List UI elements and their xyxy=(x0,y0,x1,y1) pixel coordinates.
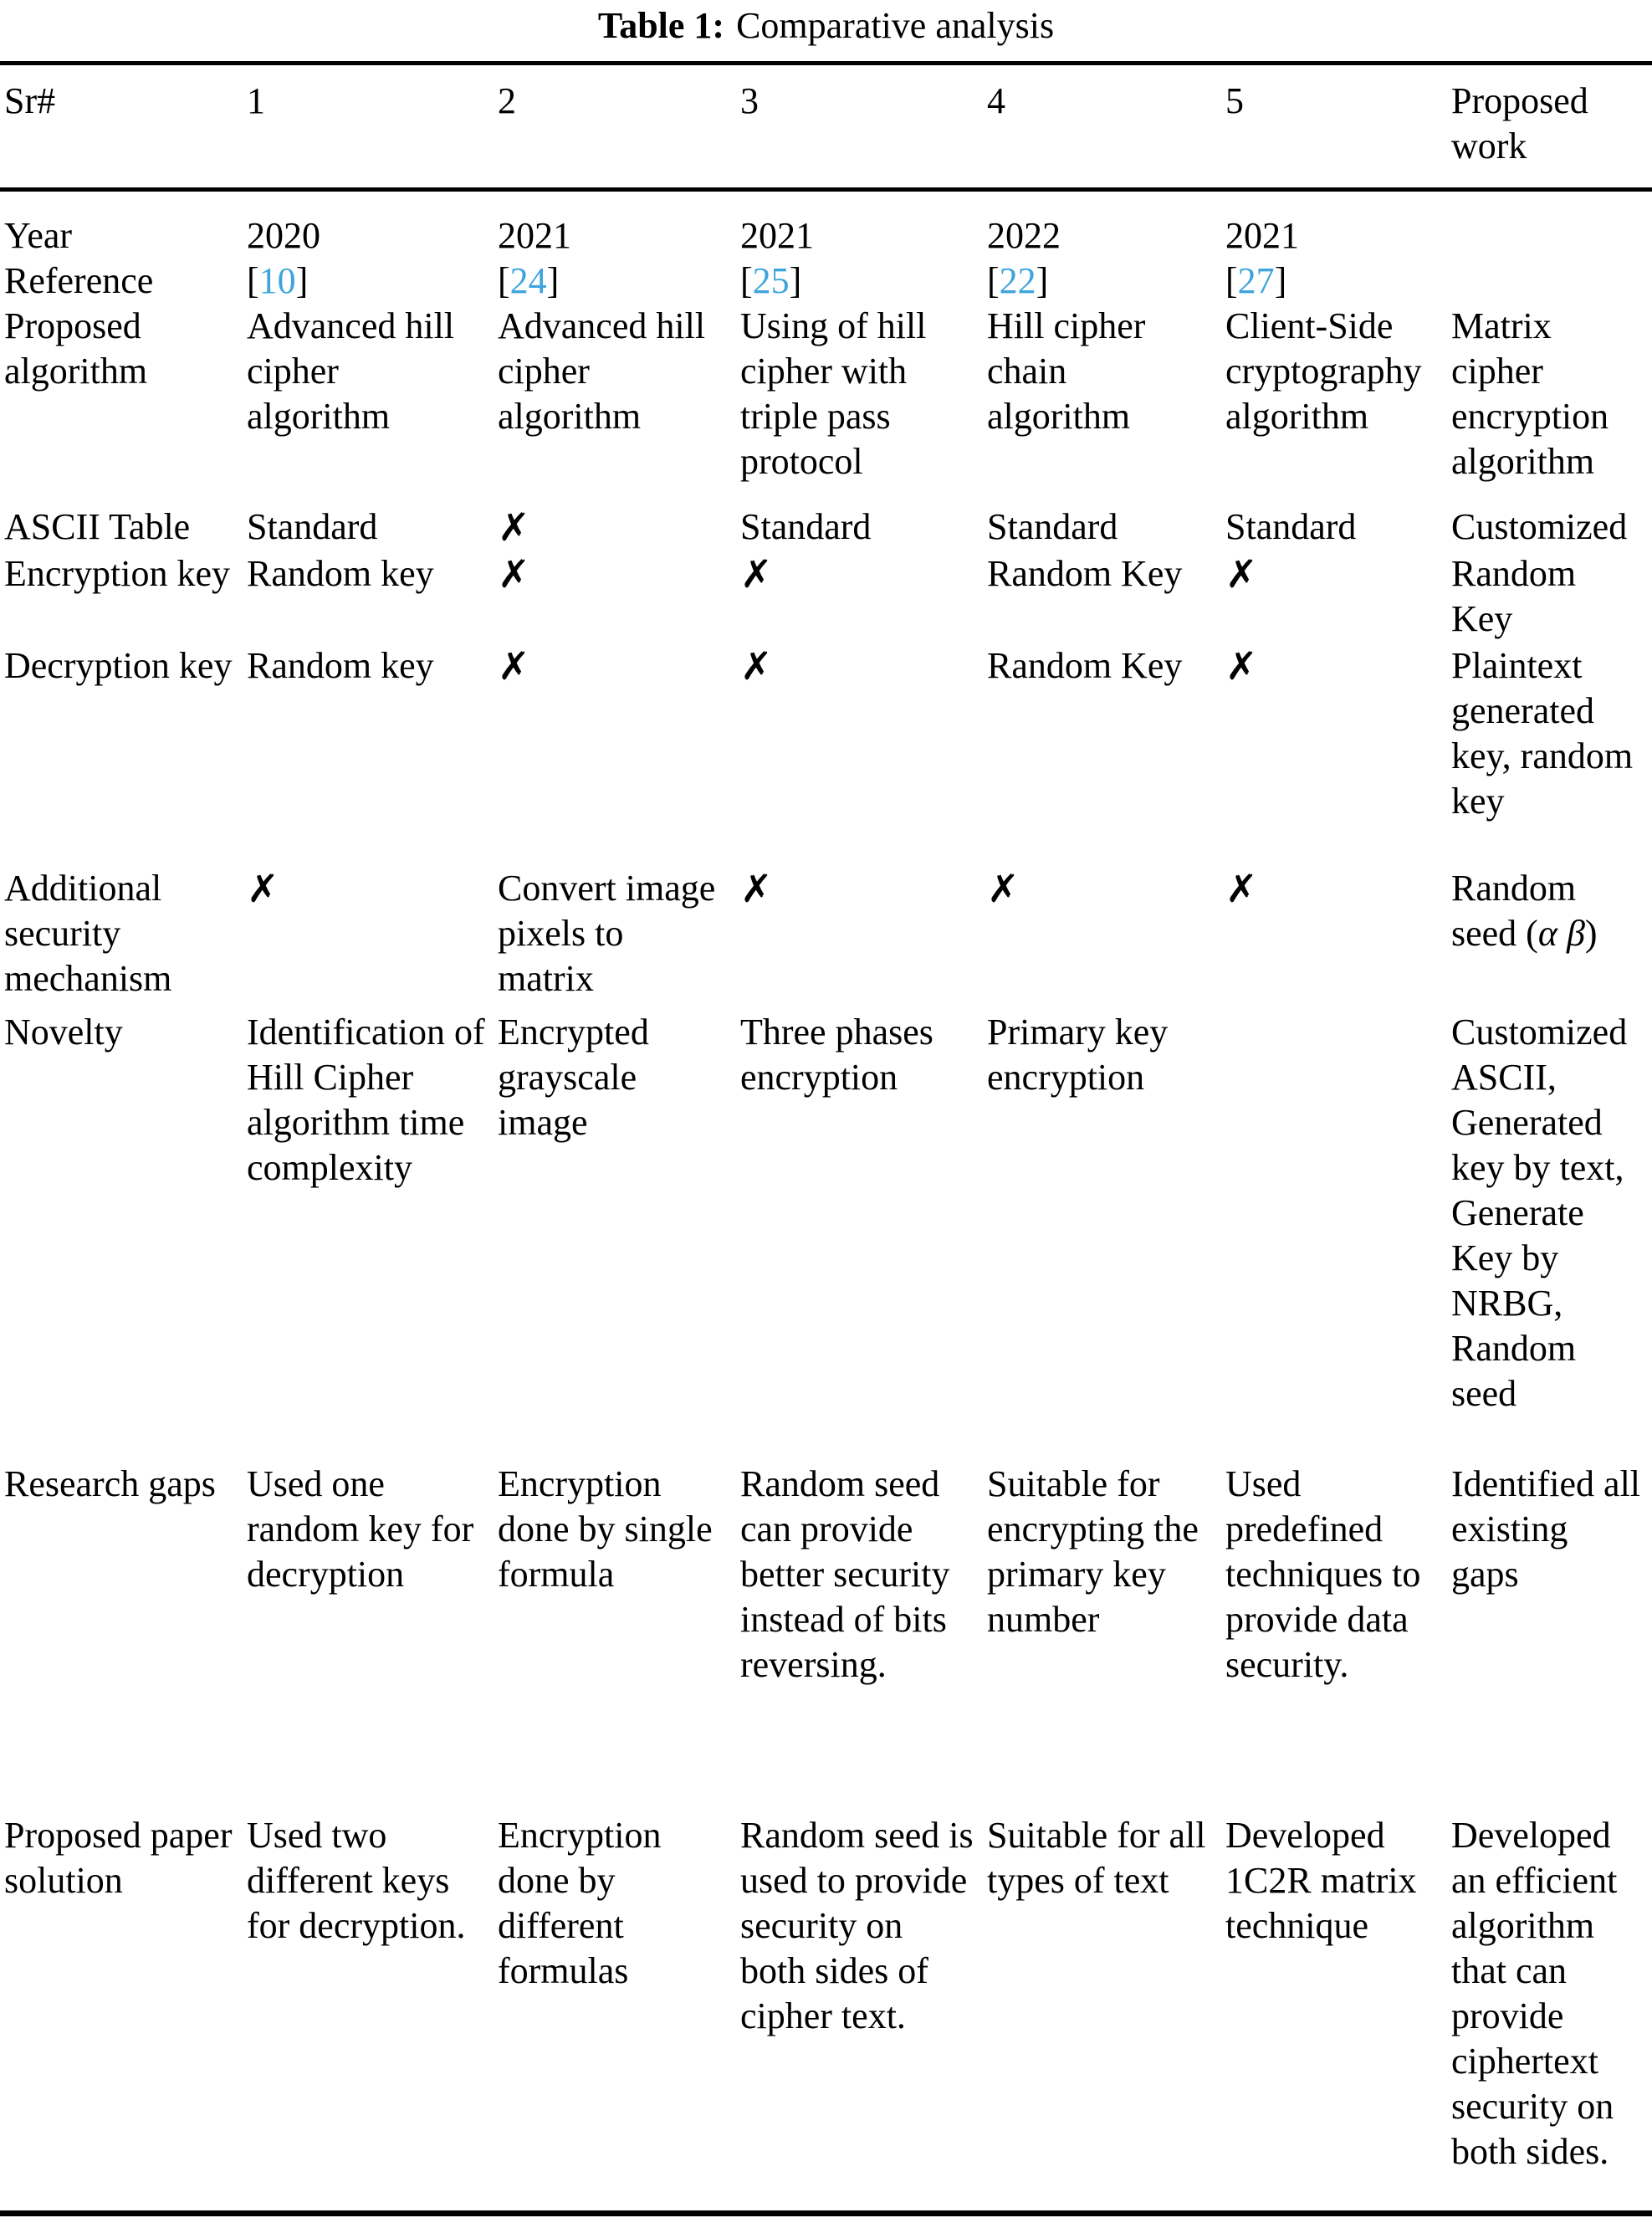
column-header: Proposed work xyxy=(1451,64,1652,190)
table-cell: 2022 xyxy=(987,215,1061,256)
table-body xyxy=(0,190,1652,2214)
table-cell xyxy=(1225,866,1451,1010)
table-cell: Encryption done by different formulas xyxy=(498,1815,662,1991)
table-cell: 2021 xyxy=(1225,215,1299,256)
table-cell: Suitable for all types of text xyxy=(987,1815,1206,1901)
x-mark-icon: ✗ xyxy=(740,643,773,689)
table-row xyxy=(0,643,1652,866)
table-cell: Advanced hill cipher algorithm xyxy=(247,305,455,437)
table-cell: [25] xyxy=(740,260,802,301)
table-cell xyxy=(740,866,987,1010)
x-mark-icon: ✗ xyxy=(740,866,773,911)
row-label: Year xyxy=(4,215,73,256)
table-cell: 2021 xyxy=(740,215,814,256)
table-cell: Random Key xyxy=(1451,553,1577,639)
table-cell: 2020 xyxy=(247,215,320,256)
column-header: Sr# xyxy=(0,64,247,190)
table-cell xyxy=(498,505,740,551)
x-mark-icon: ✗ xyxy=(740,551,773,597)
column-header: 4 xyxy=(987,64,1225,190)
table-row xyxy=(0,259,1652,304)
row-label: Decryption key xyxy=(4,645,233,686)
x-mark-icon: ✗ xyxy=(247,866,279,911)
table-caption-text: Comparative analysis xyxy=(736,5,1055,46)
table-cell xyxy=(987,866,1225,1010)
x-mark-icon: ✗ xyxy=(1225,866,1258,911)
row-label: Additional security mechanism xyxy=(4,868,172,999)
table-row xyxy=(0,505,1652,551)
reference-link[interactable]: 24 xyxy=(509,260,547,301)
table-row xyxy=(0,551,1652,643)
x-mark-icon: ✗ xyxy=(498,505,530,550)
table-cell: Identification of Hill Cipher algorithm time complexity xyxy=(247,1012,485,1188)
greek-symbol: α xyxy=(1537,913,1557,954)
table-cell xyxy=(740,643,987,866)
table-caption-label: Table 1: xyxy=(597,5,725,46)
table-header xyxy=(0,64,1652,190)
row-label: Research gaps xyxy=(4,1463,216,1504)
table-cell xyxy=(247,866,498,1010)
table-cell xyxy=(1451,259,1652,304)
table-cell: Customized ASCII, Generated key by text, Generate Key by NRBG, Random seed xyxy=(1451,1012,1628,1414)
reference-link[interactable]: 27 xyxy=(1237,260,1275,301)
x-mark-icon: ✗ xyxy=(1225,643,1258,689)
table-cell: Standard xyxy=(987,506,1118,547)
table-caption xyxy=(0,3,1652,49)
table-row xyxy=(0,1462,1652,1813)
table-cell xyxy=(1451,190,1652,259)
table-cell: Encryption done by single formula xyxy=(498,1463,713,1595)
table-cell: Standard xyxy=(247,506,378,547)
row-label: Reference xyxy=(4,260,154,301)
table-cell: Random seed (α β) xyxy=(1451,868,1598,954)
table-cell: Random Key xyxy=(987,553,1183,594)
table-cell: Customized xyxy=(1451,506,1628,547)
table-cell: Developed an efficient algorithm that can provide ciphertext security on both sides. xyxy=(1451,1815,1618,2172)
table-cell: Client-Side cryptography algorithm xyxy=(1225,305,1422,437)
table-cell: 2021 xyxy=(498,215,571,256)
column-header: 5 xyxy=(1225,64,1451,190)
header-row xyxy=(0,64,1652,190)
table-cell: Identified all existing gaps xyxy=(1451,1463,1641,1595)
row-label: Encryption key xyxy=(4,553,231,594)
column-header: 1 xyxy=(247,64,498,190)
table-cell: Suitable for encrypting the primary key number xyxy=(987,1463,1199,1640)
column-header: 3 xyxy=(740,64,987,190)
table-cell: Used predefined techniques to provide data security. xyxy=(1225,1463,1421,1685)
table-cell xyxy=(498,643,740,866)
table-row xyxy=(0,304,1652,505)
row-label: Novelty xyxy=(4,1012,123,1053)
table-cell: Developed 1C2R matrix technique xyxy=(1225,1815,1417,1946)
table-cell xyxy=(498,551,740,643)
x-mark-icon: ✗ xyxy=(1225,551,1258,597)
table-cell: Standard xyxy=(740,506,872,547)
table-cell: [24] xyxy=(498,260,560,301)
table-cell xyxy=(1225,1010,1451,1462)
table-cell: [10] xyxy=(247,260,309,301)
table-cell xyxy=(1225,643,1451,866)
table-cell: [22] xyxy=(987,260,1049,301)
table-cell xyxy=(740,551,987,643)
table-cell xyxy=(1225,551,1451,643)
x-mark-icon: ✗ xyxy=(498,551,530,597)
row-label: Proposed paper solution xyxy=(4,1815,233,1901)
row-label: Proposed algorithm xyxy=(4,305,148,392)
table-row xyxy=(0,190,1652,259)
table-cell: Random Key xyxy=(987,645,1183,686)
reference-link[interactable]: 10 xyxy=(258,260,296,301)
table-cell: Three phases encryption xyxy=(740,1012,933,1098)
table-cell: Used one random key for decryption xyxy=(247,1463,474,1595)
table-row xyxy=(0,866,1652,1010)
table-cell: Matrix cipher encryption algorithm xyxy=(1451,305,1609,482)
table-cell: Hill cipher chain algorithm xyxy=(987,305,1146,437)
column-header: 2 xyxy=(498,64,740,190)
reference-link[interactable]: 25 xyxy=(752,260,790,301)
table-cell: Standard xyxy=(1225,506,1357,547)
table-cell: Random seed can provide better security instead of bits reversing. xyxy=(740,1463,950,1685)
table-cell: Advanced hill cipher algorithm xyxy=(498,305,706,437)
table-cell: Random key xyxy=(247,553,434,594)
greek-symbol: β xyxy=(1566,913,1585,954)
table-cell: Using of hill cipher with triple pass protocol xyxy=(740,305,927,482)
table-cell: Primary key encryption xyxy=(987,1012,1169,1098)
table-cell: Used two different keys for decryption. xyxy=(247,1815,466,1946)
table-row xyxy=(0,1010,1652,1462)
table-cell: [27] xyxy=(1225,260,1287,301)
reference-link[interactable]: 22 xyxy=(999,260,1036,301)
table-cell: Random key xyxy=(247,645,434,686)
table-row xyxy=(0,1813,1652,2213)
table-cell: Encrypted grayscale image xyxy=(498,1012,649,1143)
table-cell: Plaintext generated key, random key xyxy=(1451,645,1634,822)
table-cell: Random seed is used to provide security on both sides of cipher text. xyxy=(740,1815,974,2036)
x-mark-icon: ✗ xyxy=(498,643,530,689)
row-label: ASCII Table xyxy=(4,506,191,547)
table-cell: Convert image pixels to matrix xyxy=(498,868,716,999)
x-mark-icon: ✗ xyxy=(987,866,1020,911)
comparative-analysis-table xyxy=(0,61,1652,2216)
